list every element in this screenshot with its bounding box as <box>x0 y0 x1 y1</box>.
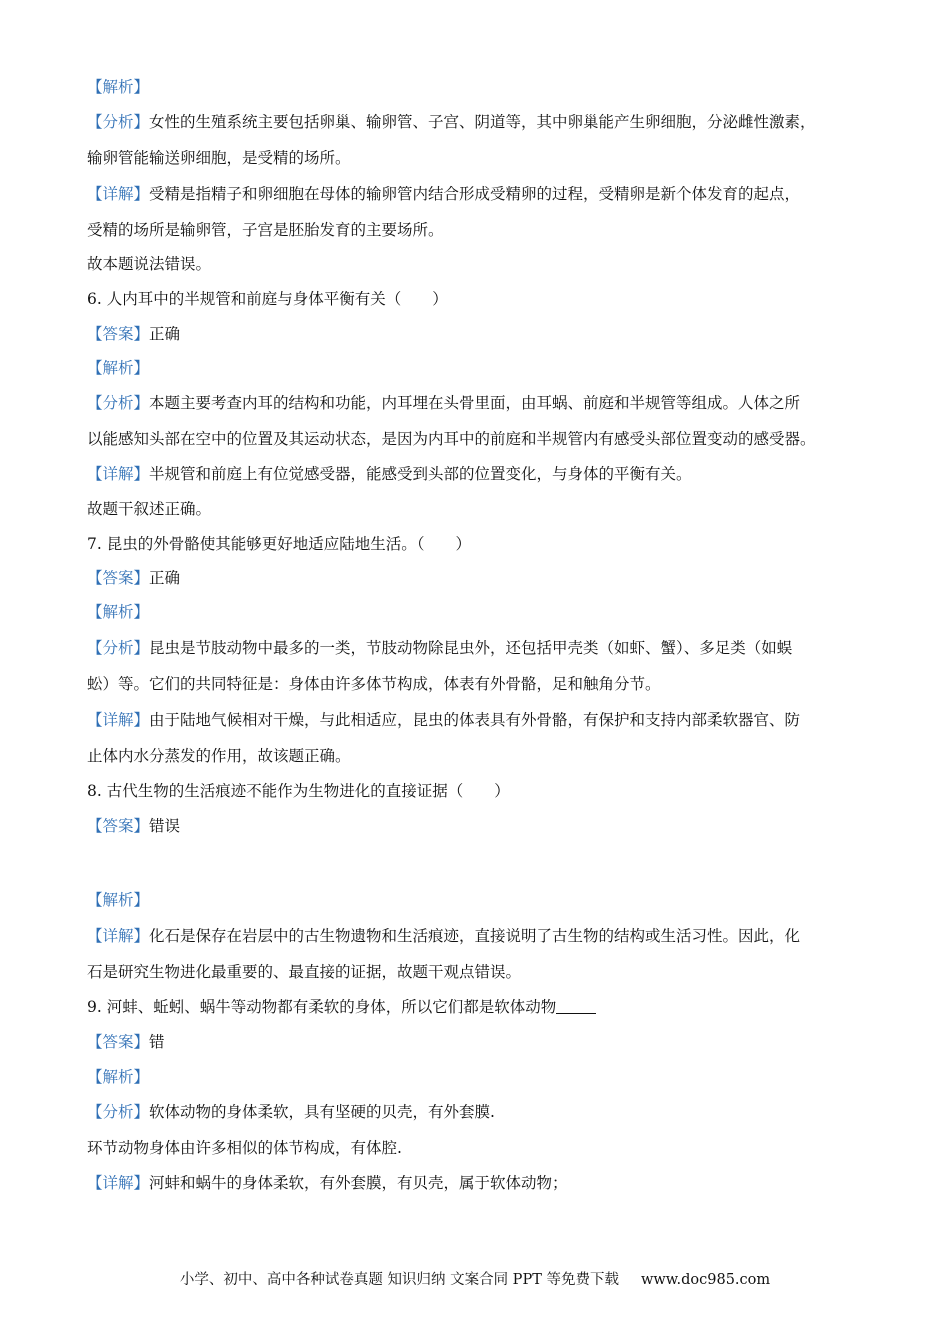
analysis-heading: 【解析】 <box>87 78 150 96</box>
conclusion-line: 故题干叙述正确。 <box>87 500 212 518</box>
analysis-line: 【分析】软体动物的身体柔软，具有坚硬的贝壳，有外套膜. <box>87 1103 495 1121</box>
analysis-line: 【分析】本题主要考查内耳的结构和功能，内耳埋在头骨里面，由耳蜗、前庭和半规管等组成。人体之所 <box>87 394 801 412</box>
answer-6: 【答案】正确 <box>87 325 181 343</box>
analysis-heading: 【解析】 <box>87 359 150 377</box>
detail-line: 【详解】受精是指精子和卵细胞在母体的输卵管内结合形成受精卵的过程，受精卵是新个体发育的起点， <box>87 185 801 203</box>
answer-8: 【答案】错误 <box>87 817 181 835</box>
page-footer <box>0 1268 950 1289</box>
analysis-line: 蚣）等。它们的共同特征是：身体由许多体节构成，体表有外骨骼，足和触角分节。 <box>87 675 661 693</box>
answer-7: 【答案】正确 <box>87 569 181 587</box>
question-9: 9. 河蚌、蚯蚓、蜗牛等动物都有柔软的身体，所以它们都是软体动物 <box>87 996 877 1018</box>
detail-line: 石是研究生物进化最重要的、最直接的证据，故题干观点错误。 <box>87 963 522 981</box>
footer-url[interactable]: www.doc985.com <box>640 1272 771 1288</box>
analysis-line: 环节动物身体由许多相似的体节构成，有体腔. <box>87 1139 402 1157</box>
analysis-heading: 【解析】 <box>87 891 150 909</box>
answer-9: 【答案】错 <box>87 1033 165 1051</box>
question-8: 8. 古代生物的生活痕迹不能作为生物进化的直接证据（ ） <box>87 782 510 800</box>
analysis-line: 以能感知头部在空中的位置及其运动状态，是因为内耳中的前庭和半规管内有感受头部位置变动的感受器。 <box>87 430 816 448</box>
question-6: 6. 人内耳中的半规管和前庭与身体平衡有关（ ） <box>87 290 448 308</box>
detail-line: 止体内水分蒸发的作用，故该题正确。 <box>87 747 351 765</box>
analysis-heading: 【解析】 <box>87 603 150 621</box>
analysis-line: 输卵管能输送卵细胞，是受精的场所。 <box>87 149 351 167</box>
conclusion-line: 故本题说法错误。 <box>87 255 212 273</box>
detail-line: 【详解】半规管和前庭上有位觉感受器，能感受到头部的位置变化，与身体的平衡有关。 <box>87 465 692 483</box>
detail-line: 【详解】由于陆地气候相对干燥，与此相适应，昆虫的体表具有外骨骼，有保护和支持内部柔软器官、防 <box>87 711 801 729</box>
detail-line: 受精的场所是输卵管，子宫是胚胎发育的主要场所。 <box>87 221 444 239</box>
analysis-line: 【分析】昆虫是节肢动物中最多的一类，节肢动物除昆虫外，还包括甲壳类（如虾、蟹）、多足类（如蜈 <box>87 639 793 657</box>
question-7: 7. 昆虫的外骨骼使其能够更好地适应陆地生活。（ ） <box>87 535 471 553</box>
detail-line: 【详解】化石是保存在岩层中的古生物遗物和生活痕迹，直接说明了古生物的结构或生活习性。因此，化 <box>87 927 801 945</box>
analysis-heading: 【解析】 <box>87 1068 150 1086</box>
analysis-line: 【分析】女性的生殖系统主要包括卵巢、输卵管、子宫、阴道等，其中卵巢能产生卵细胞，分泌雌性激素， <box>87 113 816 131</box>
footer-text: 小学、初中、高中各种试卷真题 知识归纳 文案合同 PPT 等免费下载 <box>179 1272 619 1288</box>
answer-blank <box>556 999 596 1014</box>
detail-line: 【详解】河蚌和蜗牛的身体柔软，有外套膜，有贝壳，属于软体动物； <box>87 1174 568 1192</box>
